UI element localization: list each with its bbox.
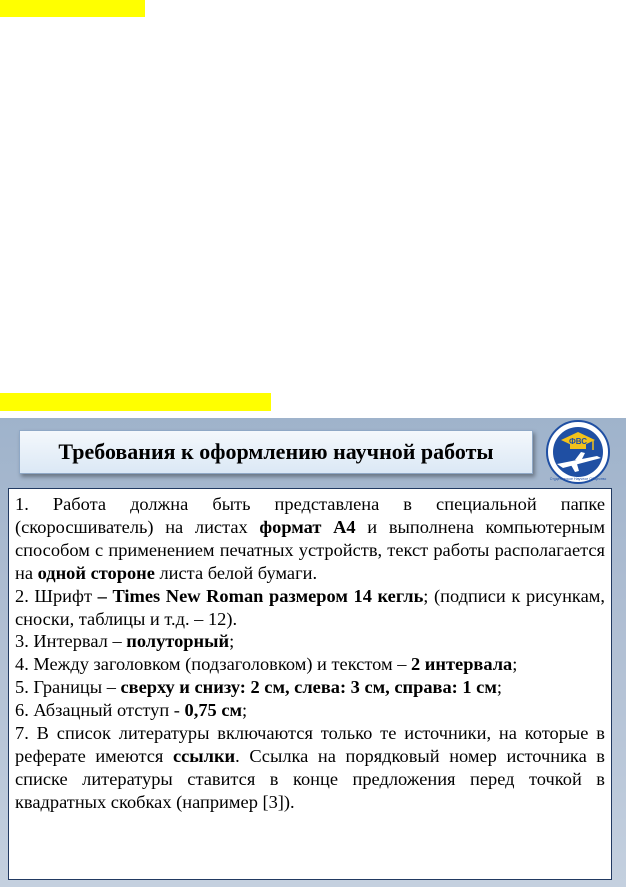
item-3-bold-1: полуторный [126, 631, 230, 652]
item-6-bold-1: 0,75 см [184, 700, 243, 721]
item-3-text-2: ; [229, 631, 235, 652]
item-3-text-1: 3. Интервал – [15, 631, 127, 652]
list-item [15, 493, 605, 585]
slide-title: Требования к оформлению научной работы [58, 439, 494, 464]
item-7-bold-1: ссылки [172, 745, 236, 766]
item-1-bold-1: формат А4 [259, 516, 356, 537]
item-4-bold-1: 2 интервала [411, 654, 513, 675]
item-1-text-1: 1. Работа должна быть представлена в специальной папке (скоросшиватель) на листах [15, 494, 605, 537]
item-4-text-2: ; [512, 654, 518, 675]
list-item [15, 653, 605, 676]
item-5-text-1: 5. Границы – [15, 677, 121, 698]
requirements-list [8, 488, 612, 880]
item-6-text-1: 6. Абзацный отступ - [15, 700, 185, 721]
list-item [15, 630, 605, 653]
item-2-text-2: ; (подписи к рисункам, сноски, таблицы и т.д. – 12). [15, 585, 605, 629]
item-5-bold-1: сверху и снизу: 2 см, слева: 3 см, справа: 1 см [120, 677, 497, 698]
list-item [15, 585, 605, 631]
highlight-bar-middle [0, 393, 271, 411]
logo-ring-text: Студенческое Научное Общество [549, 477, 607, 481]
title-box [19, 430, 533, 474]
item-7-text-2: . Ссылка на порядковый номер источника в списке литературы ставится в конце предложения перед точкой в квадратных скобках (например [3]). [15, 745, 605, 812]
list-item [15, 722, 605, 814]
item-1-text-2: и выполнена компьютерным способом с применением печатных устройств, текст работы располагается на [15, 516, 605, 583]
item-2-bold-1: – Times New Roman размером 14 кегль [97, 585, 424, 606]
item-4-text-1: 4. Между заголовком (подзаголовком) и текстом – [15, 654, 412, 675]
item-5-text-2: ; [496, 677, 502, 698]
item-2-text-1: 2. Шрифт [15, 585, 98, 606]
fvs-logo-icon [541, 418, 615, 484]
slide [0, 418, 626, 887]
logo-badge-text: ФВС [568, 437, 588, 446]
item-6-text-2: ; [242, 700, 248, 721]
item-1-bold-2: одной стороне [37, 562, 155, 583]
list-item [15, 676, 605, 699]
highlight-bar-top [0, 0, 145, 17]
item-7-text-1: 7. В список литературы включаются только те источники, на которые в реферате имеются [15, 723, 605, 766]
item-1-text-3: листа белой бумаги. [154, 562, 318, 583]
list-item [15, 699, 605, 722]
